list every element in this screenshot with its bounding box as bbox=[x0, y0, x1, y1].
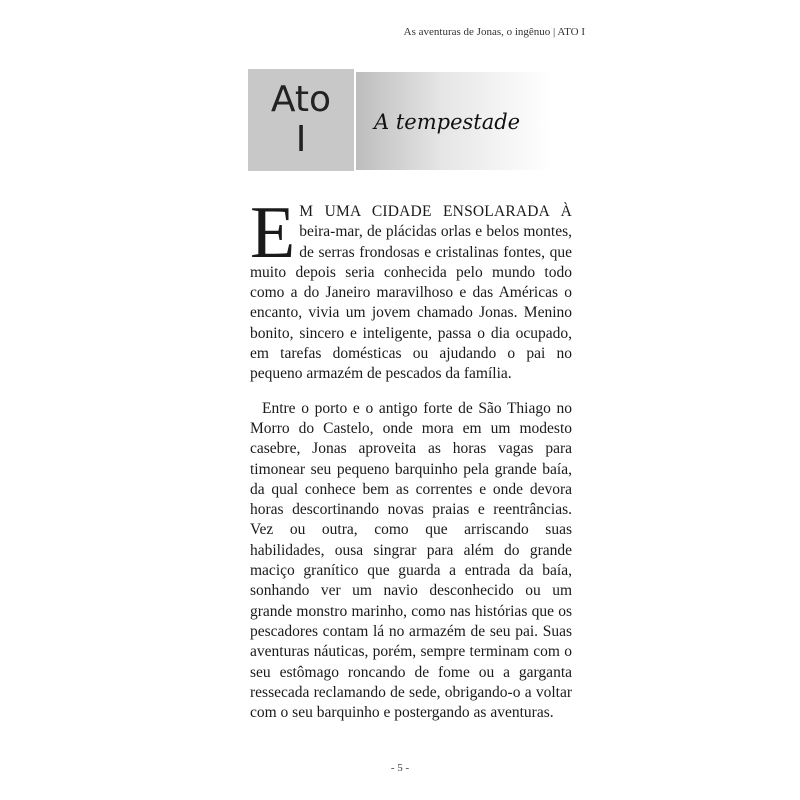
act-word: Ato bbox=[270, 79, 332, 120]
paragraph-2: Entre o porto e o antigo forte de São Thiago no Morro do Castelo, onde mora em um modesto casebre, Jonas aproveita as horas vagas para timonear seu pequeno barquinho pela grande baía, da qual conhece bem as correntes e onde devora horas descortinando novas praias e reentrâncias. Vez ou outra, como que arriscando suas habilidades, ousa singrar para além do grande maciço granítico que guarda a entrada da baía, sonhando ver um navio desconhecido ou um grande monstro marinho, como nas histórias que os pescadores contam lá no armazém de seu pai. Suas aventuras náuticas, porém, sempre terminam com o seu estômago roncando de fome ou a garganta ressecada reclamando de sede, obrigando-o a voltar com o seu barquinho e postergando as aventuras. bbox=[250, 399, 572, 722]
opening-small-caps: M UMA CIDADE ENSOLARADA À bbox=[299, 203, 572, 220]
chapter-title: A tempestade bbox=[374, 110, 521, 134]
body-text bbox=[250, 192, 572, 723]
paragraph-1 bbox=[250, 192, 572, 385]
paragraph-1-text: beira-mar, de plácidas orlas e belos montes, de serras frondosas e cristalinas fontes, que muito depois seria conhecida pelo mundo todo como a do Janeiro maravilhoso e das Américas o encanto, vivia um jovem chamado Jonas. Menino bonito, sincero e inteligente, passa o dia ocupado, em tarefas domésticas ou ajudando o pai no pequeno armazém de pescados da família. bbox=[250, 223, 572, 383]
act-label-box bbox=[248, 69, 354, 171]
page-number: - 5 - bbox=[390, 762, 410, 774]
act-numeral: I bbox=[295, 119, 307, 160]
drop-cap: E bbox=[250, 192, 296, 274]
running-header: As aventuras de Jonas, o ingênuo | ATO I bbox=[403, 26, 585, 38]
